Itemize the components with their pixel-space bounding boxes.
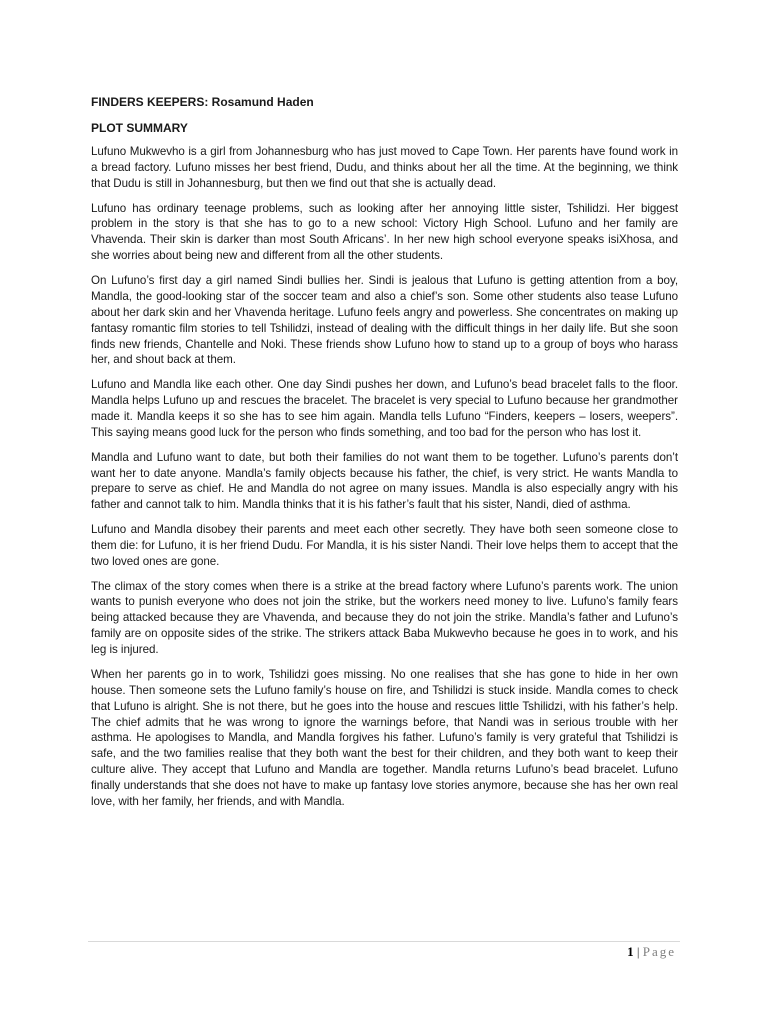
- page-label: Page: [642, 944, 676, 959]
- paragraph: On Lufuno’s first day a girl named Sindi bullies her. Sindi is jealous that Lufuno is getting attention from a boy, Mandla, the good-looking star of the soccer team and also a chief’s son. Some other students also tease Lufuno about her dark skin and her Vhavenda heritage. Lufuno feels angry and powerless. She concentrates on making up fantasy romantic film stories to tell Tshilidzi, instead of dealing with the difficult things in her daily life. But she soon finds new friends, Chantelle and Noki. These friends show Lufuno how to stand up to a group of boys who harass her, and shout back at them.: [91, 273, 678, 367]
- document-body: [91, 94, 678, 819]
- page-number: 1: [627, 944, 634, 959]
- section-heading: PLOT SUMMARY: [91, 121, 188, 135]
- document-title: FINDERS KEEPERS: Rosamund Haden: [91, 95, 314, 109]
- paragraph: Lufuno and Mandla like each other. One day Sindi pushes her down, and Lufuno’s bead bracelet falls to the floor. Mandla helps Lufuno up and rescues the bracelet. The bracelet is very special to Lufuno because her grandmother made it. Mandla keeps it so she has to see him again. Mandla tells Lufuno “Finders, keepers – losers, weepers”. This saying means good luck for the person who finds something, and too bad for the person who has lost it.: [91, 378, 678, 439]
- paragraph: The climax of the story comes when there is a strike at the bread factory where Lufuno’s parents work. The union wants to punish everyone who does not join the strike, but the workers need money to live. Lufuno’s family fears being attacked because they are Vhavenda, and because they do not join the strike. Mandla’s father and Lufuno’s family are on opposite sides of the strike. The strikers attack Baba Mukwevho because he goes in to work, and his leg is injured.: [91, 579, 678, 657]
- paragraph: Lufuno has ordinary teenage problems, such as looking after her annoying little sister, Tshilidzi. Her biggest problem in the story is that she has to go to a new school: Victory High School. Lufuno and her family are Vhavenda. Their skin is darker than most South Africans’. In her new high school everyone speaks isiXhosa, and she worries about being new and different from all the other students.: [91, 201, 678, 263]
- footer-divider: [88, 941, 680, 942]
- paragraph: Lufuno and Mandla disobey their parents and meet each other secretly. They have both seen someone close to them die: for Lufuno, it is her friend Dudu. For Mandla, it is his sister Nandi. Their love helps them to accept that the two loved ones are gone.: [91, 523, 678, 568]
- page-footer: [627, 944, 676, 960]
- footer-separator: |: [633, 944, 643, 959]
- paragraph: When her parents go in to work, Tshilidzi goes missing. No one realises that she has gone to hide in her own house. Then someone sets the Lufuno family’s house on fire, and Tshilidzi is stuck inside. Mandla comes to check that Lufuno is alright. She is not there, but he goes into the house and rescues little Tshilidzi, with his father’s help. The chief admits that he was wrong to ignore the warnings before, that Nandi was in serious trouble with her asthma. He apologises to Mandla, and Mandla forgives his father. Lufuno’s family is very grateful that Tshilidzi is safe, and the two families realise that they both want the best for their children, and they both want to keep their culture alive. They accept that Lufuno and Mandla are together. Mandla returns Lufuno’s bead bracelet. Lufuno finally understands that she does not have to make up fantasy love stories anymore, because she has her own real love, with her family, her friends, and with Mandla.: [91, 667, 678, 809]
- paragraph: Lufuno Mukwevho is a girl from Johannesburg who has just moved to Cape Town. Her parents have found work in a bread factory. Lufuno misses her best friend, Dudu, and thinks about her all the time. At the beginning, we think that Dudu is still in Johannesburg, but then we find out that she is actually dead.: [91, 145, 678, 190]
- paragraph: Mandla and Lufuno want to date, but both their families do not want them to be together. Lufuno’s parents don’t want her to date anyone. Mandla’s family objects because his father, the chief, is very strict. He wants Mandla to prepare to serve as chief. He and Mandla do not agree on many issues. Mandla is also especially angry with his father and cannot talk to him. Mandla thinks that it is his father’s fault that his sister, Nandi, died of asthma.: [91, 450, 678, 512]
